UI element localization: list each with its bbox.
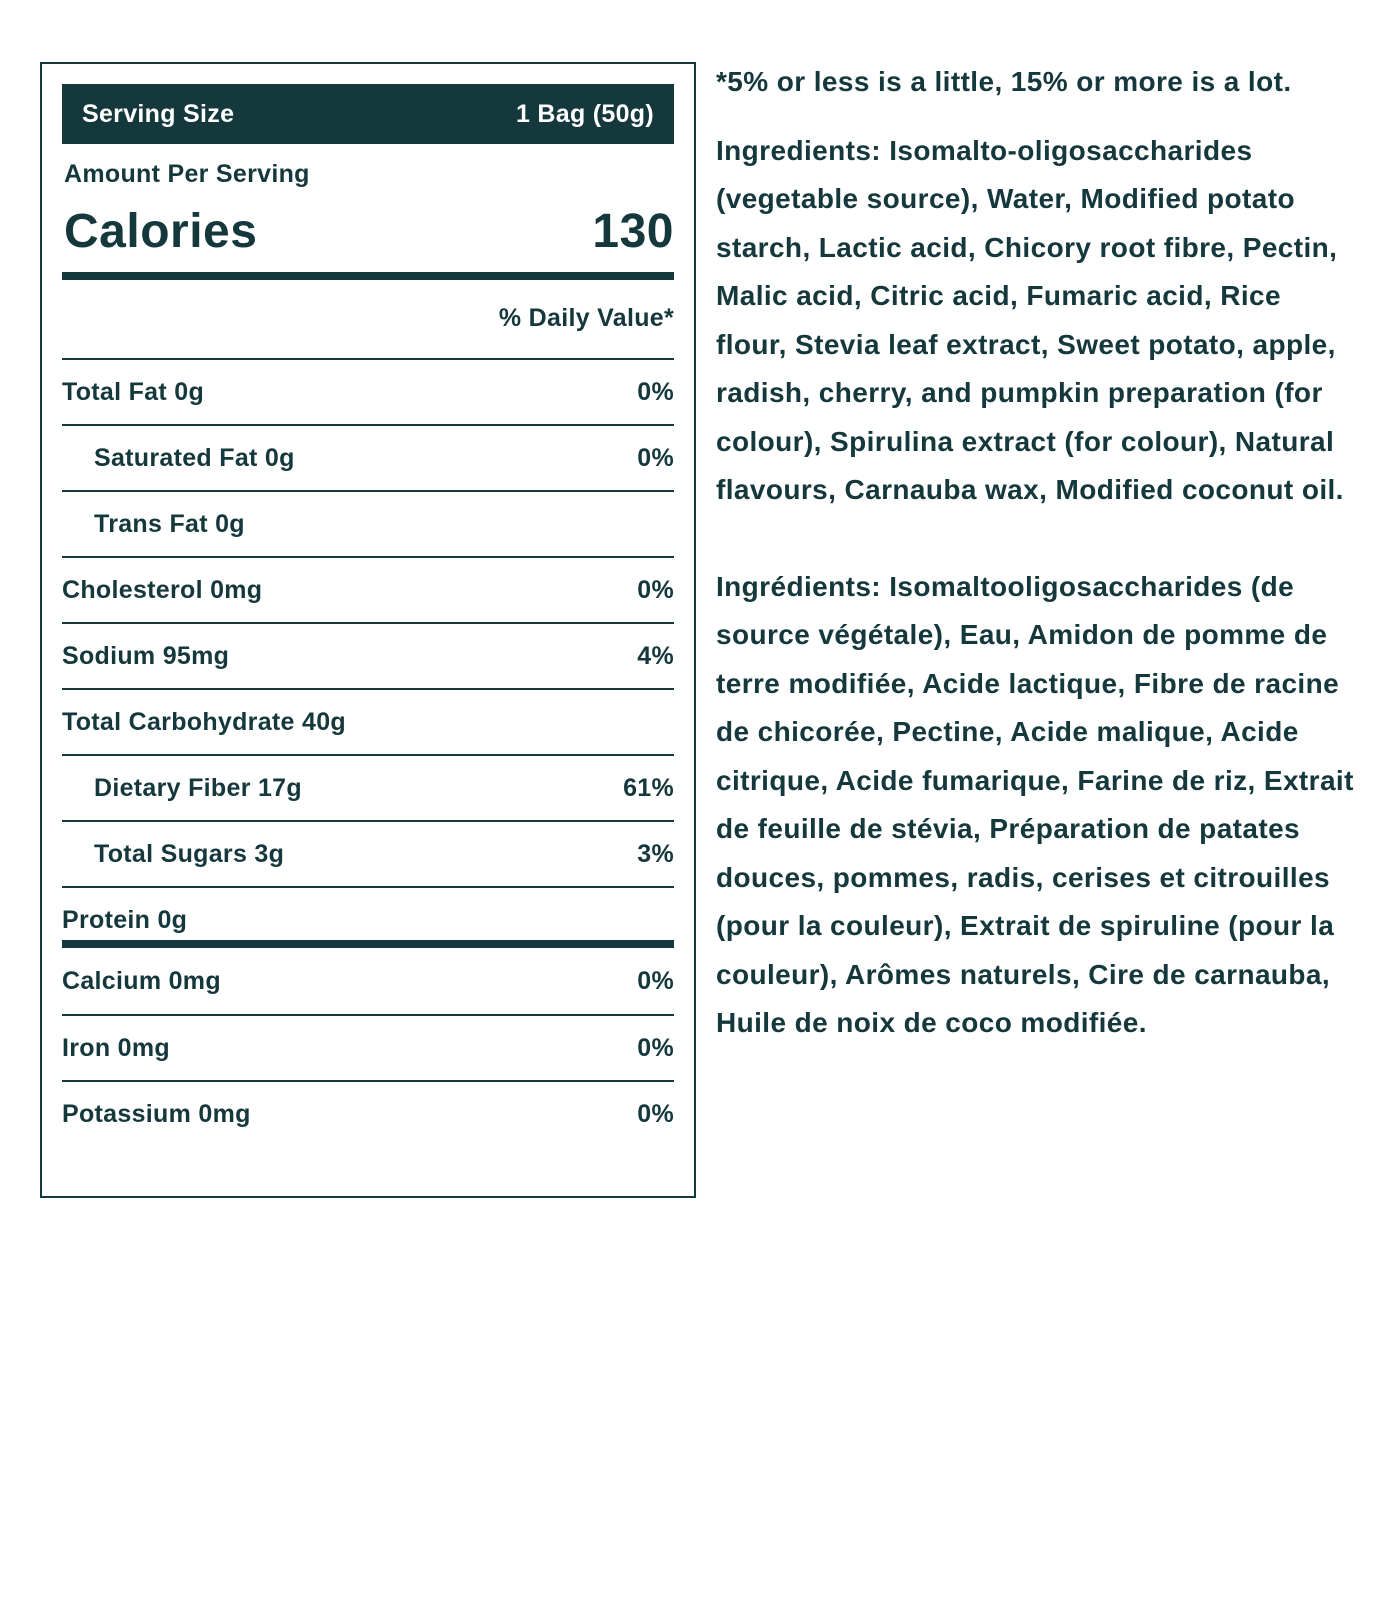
mineral-dv: 0% — [637, 1099, 674, 1128]
mineral-dv: 0% — [637, 966, 674, 995]
mineral-label: Potassium 0mg — [62, 1099, 251, 1128]
nutrient-row-cholesterol — [62, 556, 674, 622]
ingredients-french: Ingrédients: Isomaltooligosaccharides (de source végétale), Eau, Amidon de pomme de terre modifiée, Acide lactique, Fibre de racine de chicorée, Pectine, Acide malique, Acide citrique, Acide fumarique, Farine de riz, Extrait de feuille de stévia, Préparation de patates douces, pommes, radis, cerises et citrouilles (pour la couleur), Extrait de spiruline (pour la couleur), Arômes naturels, Cire de carnauba, Huile de noix de coco modifiée. — [716, 570, 1354, 1038]
mineral-label: Calcium 0mg — [62, 966, 221, 995]
nutrient-dv: 0% — [637, 575, 674, 604]
calories-value: 130 — [592, 205, 674, 258]
thick-divider — [62, 940, 674, 948]
serving-size-value: 1 Bag (50g) — [515, 99, 654, 128]
nutrition-facts-panel — [40, 62, 696, 1198]
serving-size-label: Serving Size — [82, 99, 235, 128]
nutrient-label: Protein 0g — [62, 905, 188, 934]
nutrient-label: Total Sugars 3g — [94, 839, 285, 868]
amount-per-serving: Amount Per Serving — [64, 160, 310, 188]
nutrient-row-total-fat — [62, 358, 674, 424]
nutrient-label: Saturated Fat 0g — [94, 443, 295, 472]
nutrient-row-total-carbohydrate — [62, 688, 674, 754]
nutrient-list — [62, 358, 674, 952]
nutrient-dv: 61% — [623, 773, 674, 802]
nutrient-row-saturated-fat — [62, 424, 674, 490]
nutrient-label: Total Carbohydrate 40g — [62, 707, 346, 736]
nutrient-label: Sodium 95mg — [62, 641, 230, 670]
nutrient-row-sodium — [62, 622, 674, 688]
ingredients-column — [716, 58, 1356, 1048]
nutrient-label: Cholesterol 0mg — [62, 575, 263, 604]
nutrient-dv: 0% — [637, 443, 674, 472]
calories-row — [64, 204, 674, 259]
nutrient-dv: 0% — [637, 377, 674, 406]
nutrient-row-dietary-fiber — [62, 754, 674, 820]
nutrient-label: Total Fat 0g — [62, 377, 205, 406]
mineral-dv: 0% — [637, 1033, 674, 1062]
nutrient-label: Dietary Fiber 17g — [94, 773, 302, 802]
nutrient-dv: 3% — [637, 839, 674, 868]
nutrient-dv: 4% — [637, 641, 674, 670]
ingredients-english: Ingredients: Isomalto-oligosaccharides (vegetable source), Water, Modified potato starch, Lactic acid, Chicory root fibre, Pectin, Malic acid, Citric acid, Fumaric acid, Rice flour, Stevia leaf extract, Sweet potato, apple, radish, cherry, and pumpkin preparation (for colour), Spirulina extract (for colour), Natural flavours, Carnauba wax, Modified coconut oil. — [716, 134, 1344, 505]
mineral-row-iron — [62, 1014, 674, 1080]
mineral-label: Iron 0mg — [62, 1033, 170, 1062]
nutrient-label: Trans Fat 0g — [94, 509, 245, 538]
nutrient-row-total-sugars — [62, 820, 674, 886]
calories-label: Calories — [64, 205, 258, 258]
daily-value-footnote: *5% or less is a little, 15% or more is a lot. — [716, 66, 1292, 97]
serving-size-bar — [62, 84, 674, 144]
mineral-row-potassium — [62, 1080, 674, 1146]
thick-divider — [62, 272, 674, 280]
mineral-row-calcium — [62, 948, 674, 1014]
mineral-list — [62, 948, 674, 1146]
nutrient-row-trans-fat — [62, 490, 674, 556]
daily-value-header: % Daily Value* — [498, 304, 674, 332]
